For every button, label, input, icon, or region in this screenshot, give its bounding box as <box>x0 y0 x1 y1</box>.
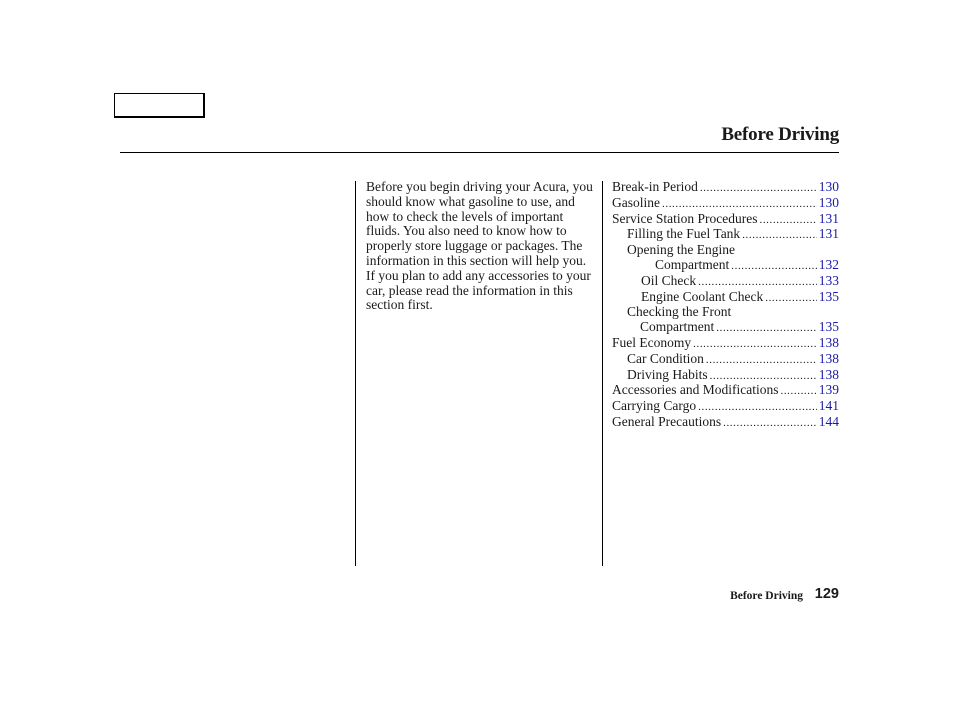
toc-item-car-condition[interactable] <box>612 352 839 368</box>
nav-box[interactable] <box>114 93 205 118</box>
toc-leader <box>723 416 817 431</box>
toc-leader <box>698 400 817 415</box>
toc-leader <box>693 337 817 352</box>
toc-item-engine-coolant-check[interactable] <box>612 290 839 306</box>
toc-leader <box>710 369 817 384</box>
toc-page-link[interactable]: 138 <box>818 334 839 350</box>
toc-label: Gasoline <box>612 194 660 210</box>
toc-page-link[interactable]: 130 <box>818 194 839 210</box>
toc-label: Break-in Period <box>612 179 698 194</box>
toc-item-opening-the-engine-compartment[interactable] <box>612 243 839 274</box>
toc-leader <box>765 291 817 306</box>
toc-page-link[interactable]: 133 <box>818 272 839 288</box>
column-divider-left <box>355 181 356 566</box>
footer-page-number: 129 <box>814 586 839 602</box>
toc-leader <box>716 321 817 336</box>
toc-leader <box>706 353 817 368</box>
column-divider-right <box>602 181 603 566</box>
toc-page-link[interactable]: 138 <box>818 366 839 382</box>
toc-page-link[interactable]: 131 <box>818 210 839 226</box>
toc-item-break-in-period[interactable] <box>612 180 839 196</box>
toc-page-link[interactable]: 144 <box>818 413 839 429</box>
toc-item-oil-check[interactable] <box>612 274 839 290</box>
toc-page-link[interactable]: 141 <box>818 398 839 414</box>
toc-page-link[interactable]: 135 <box>818 288 839 304</box>
toc-page-link[interactable]: 132 <box>818 256 839 272</box>
toc-item-checking-the-front-compartment[interactable] <box>612 305 839 336</box>
toc-label: Oil Check <box>641 272 697 288</box>
toc-item-carrying-cargo[interactable] <box>612 399 839 415</box>
toc-label-continued: Compartment <box>655 256 730 272</box>
toc-label-continued: Compartment <box>640 319 715 335</box>
toc-leader <box>780 384 816 399</box>
toc-page-link[interactable]: 138 <box>818 350 839 366</box>
toc-label: Filling the Fuel Tank <box>627 226 741 242</box>
toc-item-fuel-economy[interactable] <box>612 336 839 352</box>
toc-item-general-precautions[interactable] <box>612 415 839 431</box>
toc-label: Opening the Engine <box>627 242 735 258</box>
footer-section-label: Before Driving <box>730 590 803 602</box>
toc-page-link[interactable]: 135 <box>818 319 839 335</box>
toc-label: Car Condition <box>627 350 704 366</box>
toc-label: Service Station Procedures <box>612 210 758 226</box>
intro-paragraph: Before you begin driving your Acura, you should know what gasoline to use, and how to check the levels of important fluids. You also need to know how to properly store luggage or packages. The information in this section will help you. If you plan to add any accessories to your car, please read the information in this section first. <box>366 179 593 313</box>
toc-leader <box>731 259 817 274</box>
toc-label: Engine Coolant Check <box>641 288 764 304</box>
toc-label: General Precautions <box>612 413 722 429</box>
title-divider <box>120 152 839 153</box>
toc-label: Fuel Economy <box>612 334 692 350</box>
toc-leader <box>759 213 816 228</box>
toc-page-link[interactable]: 130 <box>818 179 839 194</box>
toc-item-service-station-procedures[interactable] <box>612 212 839 228</box>
toc-label: Checking the Front <box>627 304 732 320</box>
toc-label: Carrying Cargo <box>612 398 697 414</box>
table-of-contents <box>612 180 839 431</box>
toc-item-gasoline[interactable] <box>612 196 839 212</box>
toc-page-link[interactable]: 131 <box>818 226 839 242</box>
toc-item-accessories-and-modifications[interactable] <box>612 383 839 399</box>
toc-item-driving-habits[interactable] <box>612 368 839 384</box>
toc-item-filling-the-fuel-tank[interactable] <box>612 227 839 243</box>
toc-label: Driving Habits <box>627 366 708 382</box>
toc-label: Accessories and Modifications <box>612 382 779 398</box>
toc-leader <box>742 228 817 243</box>
toc-leader <box>698 275 817 290</box>
toc-leader <box>662 197 817 212</box>
page-title: Before Driving <box>721 124 839 145</box>
toc-page-link[interactable]: 139 <box>818 382 839 398</box>
toc-leader <box>700 181 817 196</box>
